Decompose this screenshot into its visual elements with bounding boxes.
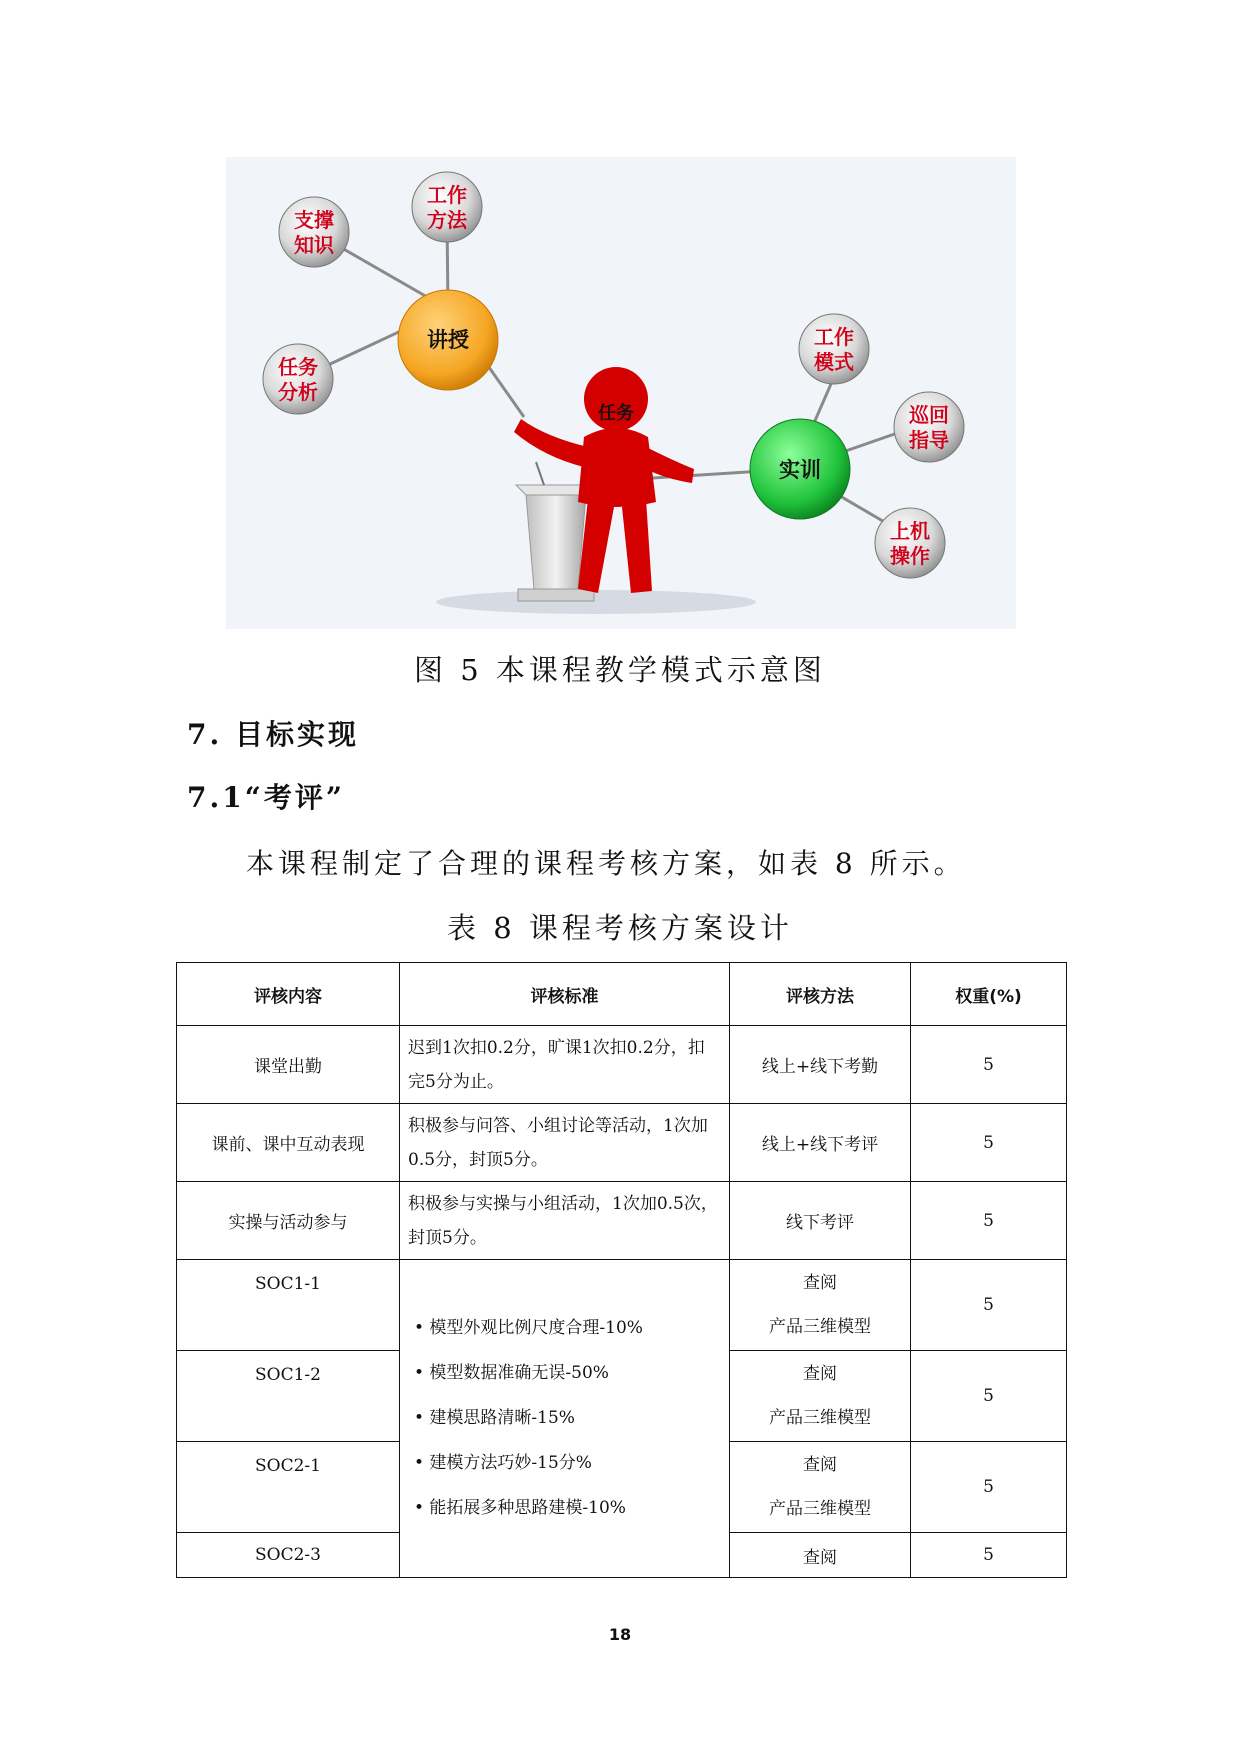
- cell-content: SOC2-3: [177, 1533, 400, 1578]
- svg-text:分析: 分析: [278, 380, 318, 404]
- table-row: [177, 1260, 1067, 1351]
- header-method: 评核方法: [730, 963, 911, 1026]
- table-header-row: [177, 963, 1067, 1026]
- cell-content: 课堂出勤: [177, 1026, 400, 1104]
- header-content: 评核内容: [177, 963, 400, 1026]
- cell-content: SOC2-1: [177, 1442, 400, 1533]
- assessment-table: [176, 962, 1067, 1578]
- table-row: [177, 1182, 1067, 1260]
- cell-content: SOC1-2: [177, 1351, 400, 1442]
- soc-criterion: • 能拓展多种思路建模-10%: [414, 1498, 626, 1518]
- header-standard: 评核标准: [400, 963, 730, 1026]
- diagram-svg: [226, 157, 1016, 629]
- method-line: 查阅: [803, 1273, 837, 1293]
- svg-text:知识: 知识: [294, 233, 334, 257]
- cell-content: 实操与活动参与: [177, 1182, 400, 1260]
- method-line: 产品三维模型: [769, 1408, 871, 1428]
- cell-content: 课前、课中互动表现: [177, 1104, 400, 1182]
- soc-criterion: • 模型数据准确无误-50%: [414, 1363, 609, 1383]
- svg-text:工作: 工作: [814, 325, 854, 349]
- svg-text:方法: 方法: [427, 208, 467, 232]
- svg-text:上机: 上机: [890, 519, 930, 543]
- svg-text:工作: 工作: [427, 183, 467, 207]
- teaching-mode-diagram: [226, 157, 1016, 629]
- node-tour-guidance: [894, 392, 964, 462]
- cell-weight: 5: [911, 1442, 1067, 1533]
- table-row: [177, 1104, 1067, 1182]
- svg-text:巡回: 巡回: [909, 403, 949, 427]
- method-line: 查阅: [803, 1364, 837, 1384]
- floor-shadow: [436, 590, 756, 614]
- svg-text:讲授: 讲授: [427, 328, 469, 352]
- center-label: 任务: [598, 403, 634, 424]
- soc-criterion: • 模型外观比例尺度合理-10%: [414, 1318, 643, 1338]
- method-line: 查阅: [803, 1455, 837, 1475]
- cell-weight: 5: [911, 1351, 1067, 1442]
- soc-criterion: • 建模思路清晰-15%: [414, 1408, 575, 1428]
- cell-weight: 5: [911, 1182, 1067, 1260]
- page-number: 18: [608, 1625, 632, 1644]
- cell-standard: 迟到1次扣0.2分，旷课1次扣0.2分，扣完5分为止。: [400, 1026, 730, 1104]
- svg-text:操作: 操作: [890, 544, 930, 568]
- node-machine-operation: [875, 508, 945, 578]
- svg-text:支撑: 支撑: [294, 208, 334, 232]
- cell-standard: 积极参与实操与小组活动，1次加0.5次，封顶5分。: [400, 1182, 730, 1260]
- cell-weight: 5: [911, 1533, 1067, 1578]
- svg-text:模式: 模式: [814, 350, 854, 374]
- node-task-analysis: [263, 344, 333, 414]
- cell-method: 线上+线下考勤: [730, 1026, 911, 1104]
- cell-weight: 5: [911, 1260, 1067, 1351]
- cell-standard: 积极参与问答、小组讨论等活动，1次加0.5分，封顶5分。: [400, 1104, 730, 1182]
- svg-text:实训: 实训: [779, 458, 821, 482]
- cell-content: SOC1-1: [177, 1260, 400, 1351]
- cell-method: [730, 1442, 911, 1533]
- cell-method: 线上+线下考评: [730, 1104, 911, 1182]
- table-row: [177, 1026, 1067, 1104]
- body-paragraph: 本课程制定了合理的课程考核方案，如表 8 所示。: [246, 847, 966, 880]
- cell-method: 线下考评: [730, 1182, 911, 1260]
- hub-practice: [750, 419, 850, 519]
- cell-method: [730, 1351, 911, 1442]
- node-support-knowledge: [279, 197, 349, 267]
- cell-soc-standard: [400, 1260, 730, 1578]
- figure-caption: 图 5 本课程教学模式示意图: [414, 653, 826, 687]
- node-work-method: [412, 172, 482, 242]
- svg-text:指导: 指导: [909, 428, 949, 452]
- svg-text:任务: 任务: [278, 355, 318, 379]
- cell-method: [730, 1260, 911, 1351]
- hub-lecture: [398, 290, 498, 390]
- header-weight: 权重(%): [911, 963, 1067, 1026]
- method-line: 产品三维模型: [769, 1317, 871, 1337]
- method-line: 产品三维模型: [769, 1499, 871, 1519]
- cell-weight: 5: [911, 1026, 1067, 1104]
- cell-weight: 5: [911, 1104, 1067, 1182]
- subsection-heading: 7.1“考评”: [187, 781, 345, 814]
- table-caption: 表 8 课程考核方案设计: [447, 911, 793, 945]
- cell-method: 查阅: [730, 1533, 911, 1578]
- node-work-mode: [799, 314, 869, 384]
- section-heading: 7. 目标实现: [187, 718, 359, 751]
- soc-criterion: • 建模方法巧妙-15分%: [414, 1453, 592, 1473]
